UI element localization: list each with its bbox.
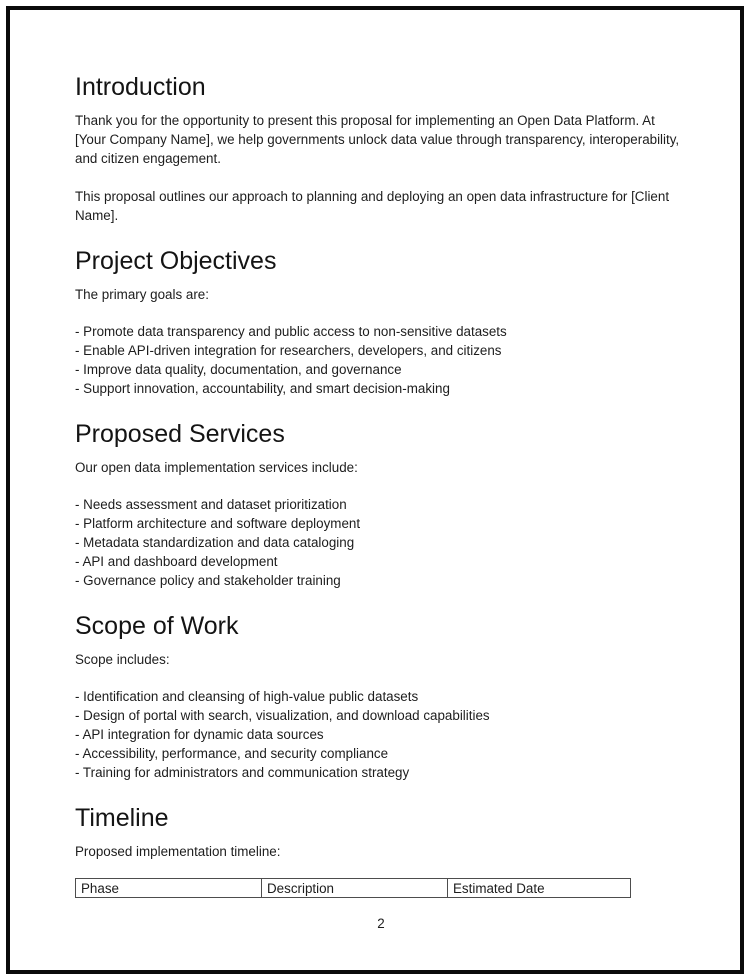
table-header-description: Description <box>262 879 448 898</box>
scope-of-work-list <box>75 687 687 782</box>
list-item: - Accessibility, performance, and security compliance <box>75 746 389 761</box>
page-content <box>10 10 740 933</box>
list-item: - Improve data quality, documentation, and governance <box>75 362 402 377</box>
list-item: - API integration for dynamic data sources <box>75 727 324 742</box>
list-item: - Enable API-driven integration for researchers, developers, and citizens <box>75 343 502 358</box>
introduction-paragraph-1: Thank you for the opportunity to present this proposal for implementing an Open Data Platform. At [Your Company Name], we help governments unlock data value through transparency, interoperability, and citizen engagement. <box>75 113 680 166</box>
timeline-table <box>75 878 631 898</box>
table-header-estimated-date: Estimated Date <box>448 879 631 898</box>
scope-of-work-lead: Scope includes: <box>75 652 170 667</box>
list-item: - Support innovation, accountability, and smart decision-making <box>75 381 450 396</box>
proposed-services-lead: Our open data implementation services include: <box>75 460 358 475</box>
list-item: - Design of portal with search, visualization, and download capabilities <box>75 708 490 723</box>
list-item: - Needs assessment and dataset prioritization <box>75 497 347 512</box>
list-item: - Governance policy and stakeholder training <box>75 573 341 588</box>
timeline-lead: Proposed implementation timeline: <box>75 844 281 859</box>
introduction-paragraph-2: This proposal outlines our approach to planning and deploying an open data infrastructure for [Client Name]. <box>75 189 670 223</box>
project-objectives-list <box>75 322 687 398</box>
table-header-phase: Phase <box>76 879 262 898</box>
proposed-services-list <box>75 495 687 590</box>
section-heading-timeline: Timeline <box>75 804 169 832</box>
page-number: 2 <box>377 916 385 931</box>
project-objectives-lead: The primary goals are: <box>75 287 209 302</box>
section-heading-scope-of-work: Scope of Work <box>75 612 239 640</box>
section-heading-project-objectives: Project Objectives <box>75 247 277 275</box>
list-item: - Metadata standardization and data cataloging <box>75 535 355 550</box>
section-heading-introduction: Introduction <box>75 73 206 101</box>
timeline-table-header-row <box>76 879 631 898</box>
list-item: - API and dashboard development <box>75 554 278 569</box>
section-heading-proposed-services: Proposed Services <box>75 420 285 448</box>
list-item: - Training for administrators and communication strategy <box>75 765 410 780</box>
document-page <box>6 6 744 974</box>
list-item: - Promote data transparency and public access to non-sensitive datasets <box>75 324 507 339</box>
list-item: - Platform architecture and software deployment <box>75 516 361 531</box>
list-item: - Identification and cleansing of high-value public datasets <box>75 689 419 704</box>
